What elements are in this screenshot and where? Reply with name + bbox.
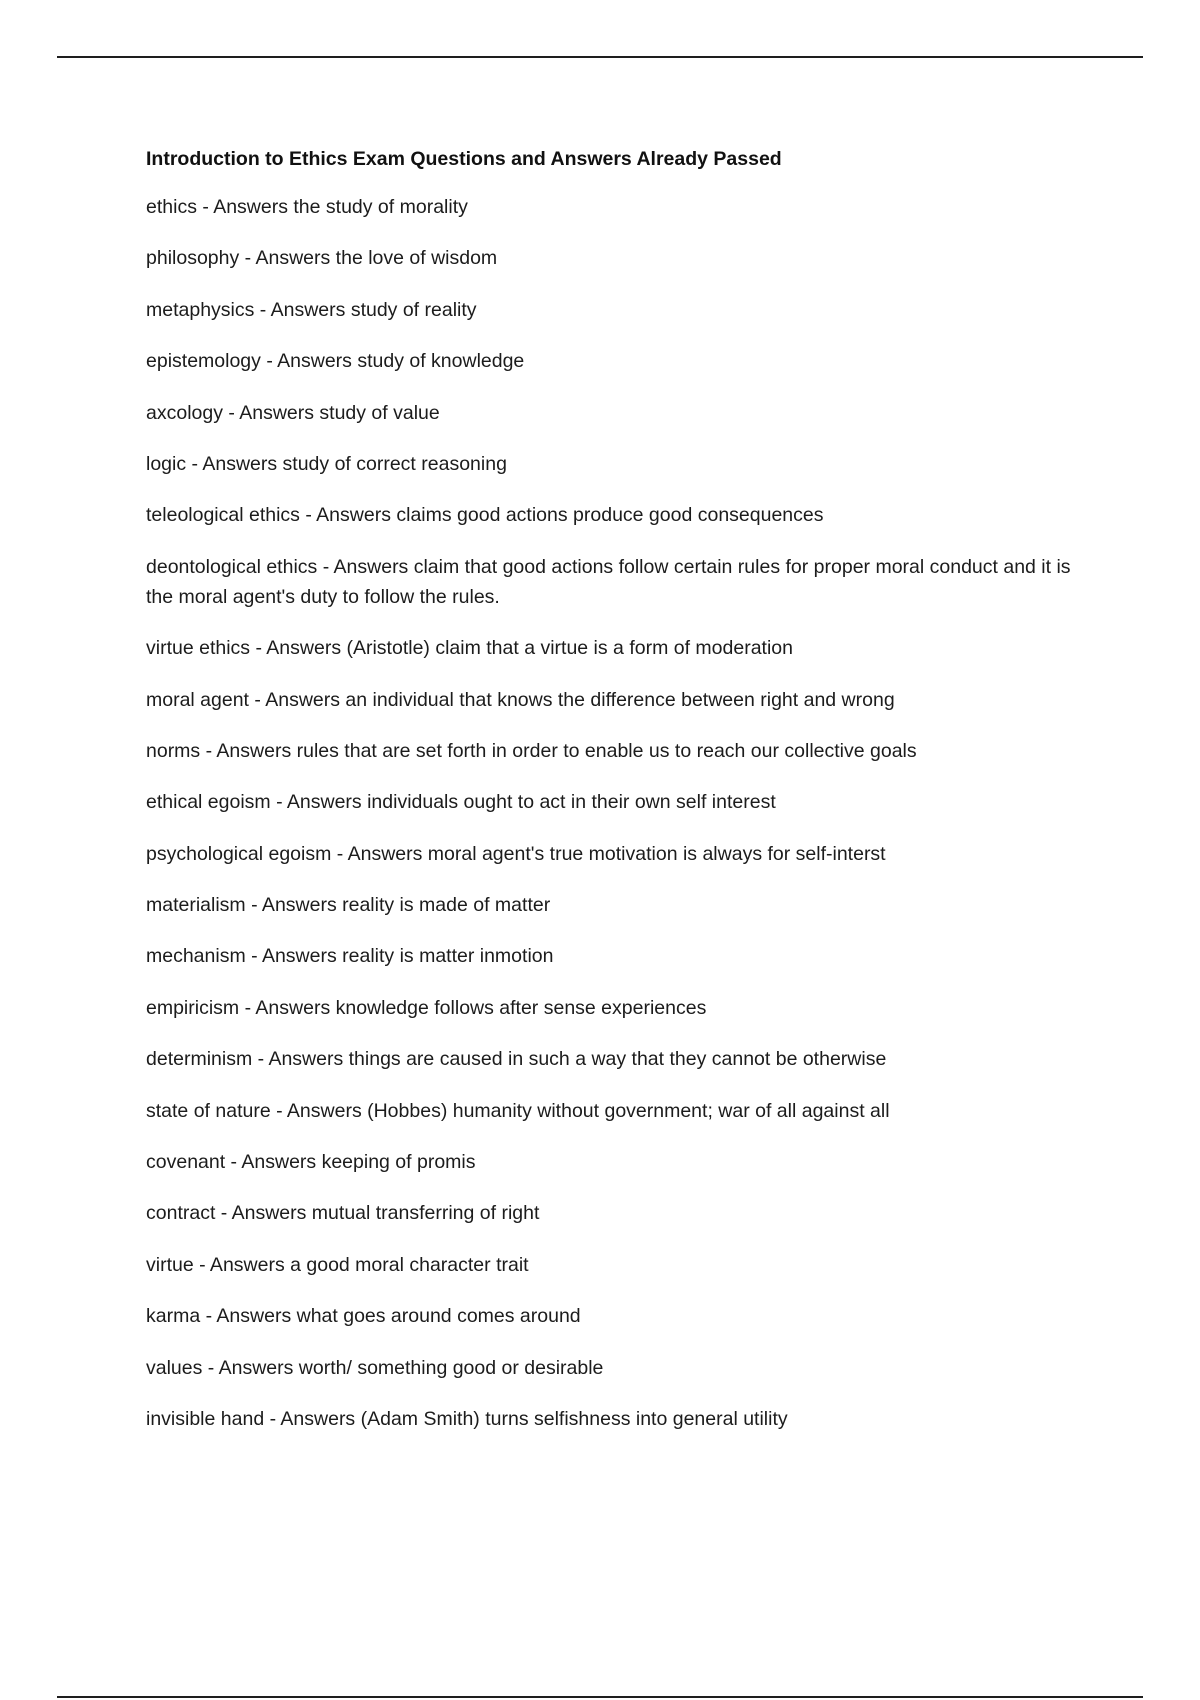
definition-item: mechanism - Answers reality is matter inmotion	[146, 945, 554, 968]
definition-item: materialism - Answers reality is made of matter	[146, 894, 551, 917]
definition-item: axcology - Answers study of value	[146, 401, 440, 424]
definition-item: philosophy - Answers the love of wisdom	[146, 247, 498, 270]
document-title: Introduction to Ethics Exam Questions and Answers Already Passed	[146, 148, 782, 170]
document-body	[146, 140, 1096, 1455]
definition-item: contract - Answers mutual transferring of right	[146, 1202, 540, 1225]
definition-item: covenant - Answers keeping of promis	[146, 1151, 476, 1174]
definition-item: karma - Answers what goes around comes around	[146, 1305, 581, 1328]
definition-item: empiricism - Answers knowledge follows after sense experiences	[146, 996, 707, 1019]
definition-item: invisible hand - Answers (Adam Smith) turns selfishness into general utility	[146, 1407, 788, 1430]
definition-item: deontological ethics - Answers claim that good actions follow certain rules for proper moral conduct and it is the moral agent's duty to follow the rules.	[146, 555, 1071, 608]
header-rule	[57, 56, 1143, 58]
definition-item: logic - Answers study of correct reasoning	[146, 452, 507, 475]
definition-item: virtue ethics - Answers (Aristotle) claim that a virtue is a form of moderation	[146, 637, 793, 660]
definition-item: epistemology - Answers study of knowledge	[146, 350, 525, 373]
definition-item: values - Answers worth/ something good or desirable	[146, 1356, 604, 1379]
definition-item: norms - Answers rules that are set forth in order to enable us to reach our collective goals	[146, 739, 917, 762]
definition-item: ethical egoism - Answers individuals ought to act in their own self interest	[146, 791, 776, 814]
definition-item: teleological ethics - Answers claims good actions produce good consequences	[146, 504, 824, 527]
definition-item: psychological egoism - Answers moral agent's true motivation is always for self-interst	[146, 842, 886, 865]
definition-list	[146, 192, 1096, 1434]
definition-item: state of nature - Answers (Hobbes) humanity without government; war of all against all	[146, 1099, 890, 1122]
definition-item: moral agent - Answers an individual that knows the difference between right and wrong	[146, 688, 895, 711]
definition-item: virtue - Answers a good moral character trait	[146, 1253, 529, 1276]
footer-rule	[57, 1696, 1143, 1698]
definition-item: metaphysics - Answers study of reality	[146, 298, 477, 321]
definition-item: determinism - Answers things are caused in such a way that they cannot be otherwise	[146, 1048, 887, 1071]
definition-item: ethics - Answers the study of morality	[146, 196, 468, 218]
